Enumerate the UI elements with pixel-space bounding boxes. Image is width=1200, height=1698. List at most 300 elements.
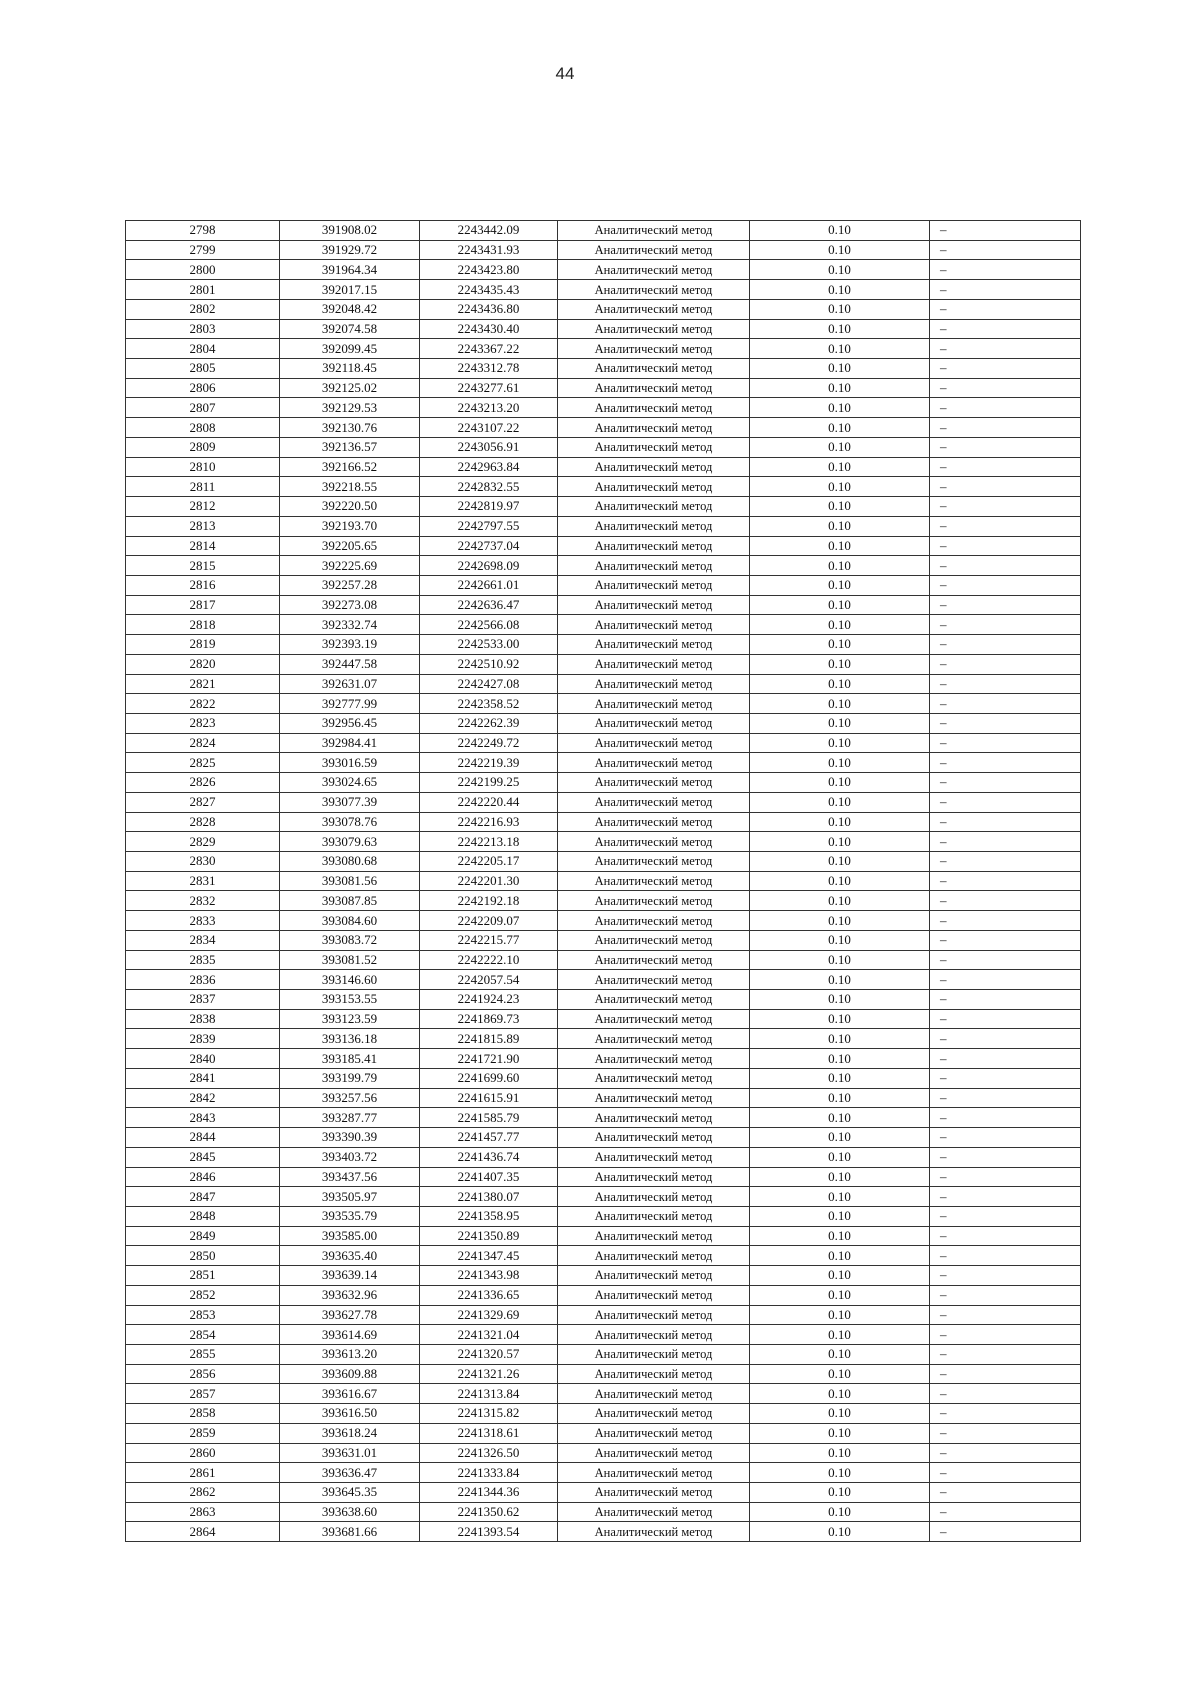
x-coordinate-cell: 393081.56 xyxy=(280,871,420,891)
y-coordinate-cell: 2241315.82 xyxy=(420,1404,558,1424)
y-coordinate-cell: 2241585.79 xyxy=(420,1108,558,1128)
note-cell: – xyxy=(930,221,1081,241)
note-cell: – xyxy=(930,1029,1081,1049)
table-row xyxy=(126,792,1081,812)
point-number-cell: 2838 xyxy=(126,1009,280,1029)
x-coordinate-cell: 392118.45 xyxy=(280,359,420,379)
note-cell: – xyxy=(930,990,1081,1010)
point-number-cell: 2843 xyxy=(126,1108,280,1128)
method-cell: Аналитический метод xyxy=(558,930,750,950)
y-coordinate-cell: 2243312.78 xyxy=(420,359,558,379)
x-coordinate-cell: 393618.24 xyxy=(280,1423,420,1443)
table-row xyxy=(126,713,1081,733)
y-coordinate-cell: 2243277.61 xyxy=(420,378,558,398)
y-coordinate-cell: 2241393.54 xyxy=(420,1522,558,1542)
accuracy-cell: 0.10 xyxy=(750,1068,930,1088)
table-row xyxy=(126,319,1081,339)
y-coordinate-cell: 2241436.74 xyxy=(420,1147,558,1167)
accuracy-cell: 0.10 xyxy=(750,477,930,497)
method-cell: Аналитический метод xyxy=(558,437,750,457)
x-coordinate-cell: 392220.50 xyxy=(280,497,420,517)
note-cell: – xyxy=(930,852,1081,872)
x-coordinate-cell: 392129.53 xyxy=(280,398,420,418)
accuracy-cell: 0.10 xyxy=(750,1187,930,1207)
point-number-cell: 2824 xyxy=(126,733,280,753)
note-cell: – xyxy=(930,497,1081,517)
x-coordinate-cell: 393123.59 xyxy=(280,1009,420,1029)
accuracy-cell: 0.10 xyxy=(750,1147,930,1167)
table-row xyxy=(126,773,1081,793)
note-cell: – xyxy=(930,477,1081,497)
accuracy-cell: 0.10 xyxy=(750,733,930,753)
table-row xyxy=(126,832,1081,852)
accuracy-cell: 0.10 xyxy=(750,674,930,694)
point-number-cell: 2816 xyxy=(126,575,280,595)
method-cell: Аналитический метод xyxy=(558,773,750,793)
y-coordinate-cell: 2243436.80 xyxy=(420,299,558,319)
point-number-cell: 2821 xyxy=(126,674,280,694)
accuracy-cell: 0.10 xyxy=(750,970,930,990)
table-row xyxy=(126,1364,1081,1384)
table-row xyxy=(126,1443,1081,1463)
table-row xyxy=(126,221,1081,241)
point-number-cell: 2857 xyxy=(126,1384,280,1404)
note-cell: – xyxy=(930,911,1081,931)
table-row xyxy=(126,1206,1081,1226)
note-cell: – xyxy=(930,1404,1081,1424)
table-row xyxy=(126,1325,1081,1345)
y-coordinate-cell: 2242220.44 xyxy=(420,792,558,812)
method-cell: Аналитический метод xyxy=(558,852,750,872)
note-cell: – xyxy=(930,674,1081,694)
x-coordinate-cell: 392205.65 xyxy=(280,536,420,556)
point-number-cell: 2840 xyxy=(126,1049,280,1069)
accuracy-cell: 0.10 xyxy=(750,615,930,635)
table-row xyxy=(126,615,1081,635)
point-number-cell: 2836 xyxy=(126,970,280,990)
accuracy-cell: 0.10 xyxy=(750,1128,930,1148)
method-cell: Аналитический метод xyxy=(558,339,750,359)
point-number-cell: 2846 xyxy=(126,1167,280,1187)
table-row xyxy=(126,1423,1081,1443)
x-coordinate-cell: 392273.08 xyxy=(280,595,420,615)
y-coordinate-cell: 2241318.61 xyxy=(420,1423,558,1443)
note-cell: – xyxy=(930,615,1081,635)
accuracy-cell: 0.10 xyxy=(750,1088,930,1108)
point-number-cell: 2806 xyxy=(126,378,280,398)
accuracy-cell: 0.10 xyxy=(750,1502,930,1522)
accuracy-cell: 0.10 xyxy=(750,891,930,911)
y-coordinate-cell: 2243213.20 xyxy=(420,398,558,418)
note-cell: – xyxy=(930,1463,1081,1483)
note-cell: – xyxy=(930,260,1081,280)
x-coordinate-cell: 393287.77 xyxy=(280,1108,420,1128)
y-coordinate-cell: 2241321.26 xyxy=(420,1364,558,1384)
accuracy-cell: 0.10 xyxy=(750,240,930,260)
point-number-cell: 2852 xyxy=(126,1285,280,1305)
table-row xyxy=(126,970,1081,990)
note-cell: – xyxy=(930,1187,1081,1207)
note-cell: – xyxy=(930,1226,1081,1246)
y-coordinate-cell: 2242213.18 xyxy=(420,832,558,852)
x-coordinate-cell: 393635.40 xyxy=(280,1246,420,1266)
table-row xyxy=(126,1463,1081,1483)
coordinates-table-body xyxy=(126,221,1081,1542)
table-row xyxy=(126,852,1081,872)
table-row xyxy=(126,260,1081,280)
table-row xyxy=(126,1147,1081,1167)
note-cell: – xyxy=(930,871,1081,891)
point-number-cell: 2844 xyxy=(126,1128,280,1148)
method-cell: Аналитический метод xyxy=(558,1187,750,1207)
accuracy-cell: 0.10 xyxy=(750,1049,930,1069)
note-cell: – xyxy=(930,1088,1081,1108)
x-coordinate-cell: 393185.41 xyxy=(280,1049,420,1069)
point-number-cell: 2833 xyxy=(126,911,280,931)
accuracy-cell: 0.10 xyxy=(750,1285,930,1305)
y-coordinate-cell: 2241350.62 xyxy=(420,1502,558,1522)
method-cell: Аналитический метод xyxy=(558,1443,750,1463)
accuracy-cell: 0.10 xyxy=(750,378,930,398)
accuracy-cell: 0.10 xyxy=(750,516,930,536)
table-row xyxy=(126,1187,1081,1207)
method-cell: Аналитический метод xyxy=(558,1088,750,1108)
table-row xyxy=(126,240,1081,260)
note-cell: – xyxy=(930,319,1081,339)
note-cell: – xyxy=(930,418,1081,438)
table-row xyxy=(126,1384,1081,1404)
point-number-cell: 2804 xyxy=(126,339,280,359)
y-coordinate-cell: 2242201.30 xyxy=(420,871,558,891)
accuracy-cell: 0.10 xyxy=(750,1226,930,1246)
method-cell: Аналитический метод xyxy=(558,674,750,694)
method-cell: Аналитический метод xyxy=(558,1463,750,1483)
method-cell: Аналитический метод xyxy=(558,477,750,497)
x-coordinate-cell: 393616.67 xyxy=(280,1384,420,1404)
method-cell: Аналитический метод xyxy=(558,398,750,418)
x-coordinate-cell: 392130.76 xyxy=(280,418,420,438)
method-cell: Аналитический метод xyxy=(558,1128,750,1148)
accuracy-cell: 0.10 xyxy=(750,930,930,950)
point-number-cell: 2810 xyxy=(126,457,280,477)
y-coordinate-cell: 2242249.72 xyxy=(420,733,558,753)
method-cell: Аналитический метод xyxy=(558,575,750,595)
accuracy-cell: 0.10 xyxy=(750,1443,930,1463)
accuracy-cell: 0.10 xyxy=(750,1009,930,1029)
accuracy-cell: 0.10 xyxy=(750,1266,930,1286)
table-row xyxy=(126,1344,1081,1364)
accuracy-cell: 0.10 xyxy=(750,990,930,1010)
table-row xyxy=(126,280,1081,300)
table-row xyxy=(126,339,1081,359)
point-number-cell: 2803 xyxy=(126,319,280,339)
accuracy-cell: 0.10 xyxy=(750,812,930,832)
table-row xyxy=(126,378,1081,398)
table-row xyxy=(126,1108,1081,1128)
note-cell: – xyxy=(930,1246,1081,1266)
note-cell: – xyxy=(930,1068,1081,1088)
x-coordinate-cell: 393077.39 xyxy=(280,792,420,812)
accuracy-cell: 0.10 xyxy=(750,1246,930,1266)
x-coordinate-cell: 392048.42 xyxy=(280,299,420,319)
accuracy-cell: 0.10 xyxy=(750,575,930,595)
point-number-cell: 2858 xyxy=(126,1404,280,1424)
accuracy-cell: 0.10 xyxy=(750,852,930,872)
y-coordinate-cell: 2242661.01 xyxy=(420,575,558,595)
note-cell: – xyxy=(930,970,1081,990)
note-cell: – xyxy=(930,299,1081,319)
y-coordinate-cell: 2242510.92 xyxy=(420,654,558,674)
x-coordinate-cell: 393613.20 xyxy=(280,1344,420,1364)
y-coordinate-cell: 2241815.89 xyxy=(420,1029,558,1049)
method-cell: Аналитический метод xyxy=(558,733,750,753)
x-coordinate-cell: 392166.52 xyxy=(280,457,420,477)
accuracy-cell: 0.10 xyxy=(750,398,930,418)
x-coordinate-cell: 393153.55 xyxy=(280,990,420,1010)
point-number-cell: 2802 xyxy=(126,299,280,319)
y-coordinate-cell: 2241344.36 xyxy=(420,1483,558,1503)
y-coordinate-cell: 2242057.54 xyxy=(420,970,558,990)
point-number-cell: 2864 xyxy=(126,1522,280,1542)
table-row xyxy=(126,1068,1081,1088)
note-cell: – xyxy=(930,1206,1081,1226)
table-row xyxy=(126,437,1081,457)
y-coordinate-cell: 2242698.09 xyxy=(420,556,558,576)
point-number-cell: 2808 xyxy=(126,418,280,438)
x-coordinate-cell: 393257.56 xyxy=(280,1088,420,1108)
note-cell: – xyxy=(930,556,1081,576)
x-coordinate-cell: 393638.60 xyxy=(280,1502,420,1522)
x-coordinate-cell: 393585.00 xyxy=(280,1226,420,1246)
y-coordinate-cell: 2241333.84 xyxy=(420,1463,558,1483)
method-cell: Аналитический метод xyxy=(558,812,750,832)
table-row xyxy=(126,1502,1081,1522)
note-cell: – xyxy=(930,950,1081,970)
point-number-cell: 2801 xyxy=(126,280,280,300)
x-coordinate-cell: 393631.01 xyxy=(280,1443,420,1463)
table-row xyxy=(126,1128,1081,1148)
note-cell: – xyxy=(930,457,1081,477)
method-cell: Аналитический метод xyxy=(558,832,750,852)
accuracy-cell: 0.10 xyxy=(750,950,930,970)
table-row xyxy=(126,1226,1081,1246)
table-row xyxy=(126,950,1081,970)
note-cell: – xyxy=(930,240,1081,260)
point-number-cell: 2798 xyxy=(126,221,280,241)
note-cell: – xyxy=(930,339,1081,359)
method-cell: Аналитический метод xyxy=(558,1404,750,1424)
y-coordinate-cell: 2242427.08 xyxy=(420,674,558,694)
y-coordinate-cell: 2241615.91 xyxy=(420,1088,558,1108)
note-cell: – xyxy=(930,378,1081,398)
point-number-cell: 2817 xyxy=(126,595,280,615)
point-number-cell: 2834 xyxy=(126,930,280,950)
y-coordinate-cell: 2243431.93 xyxy=(420,240,558,260)
table-row xyxy=(126,477,1081,497)
point-number-cell: 2809 xyxy=(126,437,280,457)
y-coordinate-cell: 2241457.77 xyxy=(420,1128,558,1148)
note-cell: – xyxy=(930,595,1081,615)
table-row xyxy=(126,595,1081,615)
x-coordinate-cell: 393614.69 xyxy=(280,1325,420,1345)
method-cell: Аналитический метод xyxy=(558,299,750,319)
y-coordinate-cell: 2243107.22 xyxy=(420,418,558,438)
accuracy-cell: 0.10 xyxy=(750,418,930,438)
method-cell: Аналитический метод xyxy=(558,871,750,891)
method-cell: Аналитический метод xyxy=(558,1009,750,1029)
y-coordinate-cell: 2242219.39 xyxy=(420,753,558,773)
table-row xyxy=(126,1029,1081,1049)
table-row xyxy=(126,990,1081,1010)
x-coordinate-cell: 393616.50 xyxy=(280,1404,420,1424)
point-number-cell: 2822 xyxy=(126,694,280,714)
accuracy-cell: 0.10 xyxy=(750,1206,930,1226)
accuracy-cell: 0.10 xyxy=(750,871,930,891)
method-cell: Аналитический метод xyxy=(558,536,750,556)
point-number-cell: 2832 xyxy=(126,891,280,911)
accuracy-cell: 0.10 xyxy=(750,1364,930,1384)
note-cell: – xyxy=(930,733,1081,753)
method-cell: Аналитический метод xyxy=(558,418,750,438)
accuracy-cell: 0.10 xyxy=(750,221,930,241)
x-coordinate-cell: 393627.78 xyxy=(280,1305,420,1325)
point-number-cell: 2807 xyxy=(126,398,280,418)
x-coordinate-cell: 392099.45 xyxy=(280,339,420,359)
y-coordinate-cell: 2241721.90 xyxy=(420,1049,558,1069)
method-cell: Аналитический метод xyxy=(558,615,750,635)
y-coordinate-cell: 2242192.18 xyxy=(420,891,558,911)
accuracy-cell: 0.10 xyxy=(750,280,930,300)
point-number-cell: 2800 xyxy=(126,260,280,280)
table-row xyxy=(126,891,1081,911)
method-cell: Аналитический метод xyxy=(558,1522,750,1542)
table-row xyxy=(126,930,1081,950)
point-number-cell: 2855 xyxy=(126,1344,280,1364)
point-number-cell: 2847 xyxy=(126,1187,280,1207)
point-number-cell: 2862 xyxy=(126,1483,280,1503)
y-coordinate-cell: 2243435.43 xyxy=(420,280,558,300)
note-cell: – xyxy=(930,1344,1081,1364)
y-coordinate-cell: 2241320.57 xyxy=(420,1344,558,1364)
x-coordinate-cell: 392332.74 xyxy=(280,615,420,635)
accuracy-cell: 0.10 xyxy=(750,437,930,457)
method-cell: Аналитический метод xyxy=(558,1167,750,1187)
x-coordinate-cell: 393016.59 xyxy=(280,753,420,773)
accuracy-cell: 0.10 xyxy=(750,497,930,517)
x-coordinate-cell: 392193.70 xyxy=(280,516,420,536)
method-cell: Аналитический метод xyxy=(558,595,750,615)
accuracy-cell: 0.10 xyxy=(750,1522,930,1542)
method-cell: Аналитический метод xyxy=(558,1423,750,1443)
point-number-cell: 2860 xyxy=(126,1443,280,1463)
y-coordinate-cell: 2241321.04 xyxy=(420,1325,558,1345)
method-cell: Аналитический метод xyxy=(558,260,750,280)
point-number-cell: 2851 xyxy=(126,1266,280,1286)
point-number-cell: 2848 xyxy=(126,1206,280,1226)
point-number-cell: 2830 xyxy=(126,852,280,872)
point-number-cell: 2818 xyxy=(126,615,280,635)
y-coordinate-cell: 2241347.45 xyxy=(420,1246,558,1266)
page-number: 44 xyxy=(555,64,575,83)
table-row xyxy=(126,457,1081,477)
x-coordinate-cell: 393199.79 xyxy=(280,1068,420,1088)
method-cell: Аналитический метод xyxy=(558,1049,750,1069)
x-coordinate-cell: 392218.55 xyxy=(280,477,420,497)
note-cell: – xyxy=(930,437,1081,457)
note-cell: – xyxy=(930,1167,1081,1187)
x-coordinate-cell: 393136.18 xyxy=(280,1029,420,1049)
accuracy-cell: 0.10 xyxy=(750,911,930,931)
y-coordinate-cell: 2242797.55 xyxy=(420,516,558,536)
point-number-cell: 2813 xyxy=(126,516,280,536)
point-number-cell: 2841 xyxy=(126,1068,280,1088)
point-number-cell: 2815 xyxy=(126,556,280,576)
table-row xyxy=(126,635,1081,655)
point-number-cell: 2820 xyxy=(126,654,280,674)
note-cell: – xyxy=(930,280,1081,300)
method-cell: Аналитический метод xyxy=(558,911,750,931)
method-cell: Аналитический метод xyxy=(558,1483,750,1503)
table-row xyxy=(126,1483,1081,1503)
method-cell: Аналитический метод xyxy=(558,792,750,812)
note-cell: – xyxy=(930,832,1081,852)
x-coordinate-cell: 393535.79 xyxy=(280,1206,420,1226)
table-row xyxy=(126,398,1081,418)
method-cell: Аналитический метод xyxy=(558,1285,750,1305)
table-row xyxy=(126,1049,1081,1069)
accuracy-cell: 0.10 xyxy=(750,359,930,379)
point-number-cell: 2828 xyxy=(126,812,280,832)
table-row xyxy=(126,556,1081,576)
x-coordinate-cell: 393081.52 xyxy=(280,950,420,970)
x-coordinate-cell: 393390.39 xyxy=(280,1128,420,1148)
y-coordinate-cell: 2242262.39 xyxy=(420,713,558,733)
point-number-cell: 2826 xyxy=(126,773,280,793)
note-cell: – xyxy=(930,694,1081,714)
note-cell: – xyxy=(930,536,1081,556)
accuracy-cell: 0.10 xyxy=(750,773,930,793)
method-cell: Аналитический метод xyxy=(558,1029,750,1049)
point-number-cell: 2827 xyxy=(126,792,280,812)
note-cell: – xyxy=(930,398,1081,418)
table-row xyxy=(126,871,1081,891)
x-coordinate-cell: 393632.96 xyxy=(280,1285,420,1305)
point-number-cell: 2856 xyxy=(126,1364,280,1384)
accuracy-cell: 0.10 xyxy=(750,1483,930,1503)
point-number-cell: 2850 xyxy=(126,1246,280,1266)
y-coordinate-cell: 2242832.55 xyxy=(420,477,558,497)
note-cell: – xyxy=(930,891,1081,911)
accuracy-cell: 0.10 xyxy=(750,556,930,576)
x-coordinate-cell: 392257.28 xyxy=(280,575,420,595)
accuracy-cell: 0.10 xyxy=(750,713,930,733)
y-coordinate-cell: 2241358.95 xyxy=(420,1206,558,1226)
note-cell: – xyxy=(930,713,1081,733)
table-row xyxy=(126,911,1081,931)
x-coordinate-cell: 392447.58 xyxy=(280,654,420,674)
table-row xyxy=(126,733,1081,753)
y-coordinate-cell: 2241869.73 xyxy=(420,1009,558,1029)
table-row xyxy=(126,497,1081,517)
accuracy-cell: 0.10 xyxy=(750,694,930,714)
accuracy-cell: 0.10 xyxy=(750,299,930,319)
note-cell: – xyxy=(930,812,1081,832)
table-row xyxy=(126,575,1081,595)
accuracy-cell: 0.10 xyxy=(750,753,930,773)
table-row xyxy=(126,418,1081,438)
table-row xyxy=(126,1088,1081,1108)
note-cell: – xyxy=(930,1108,1081,1128)
